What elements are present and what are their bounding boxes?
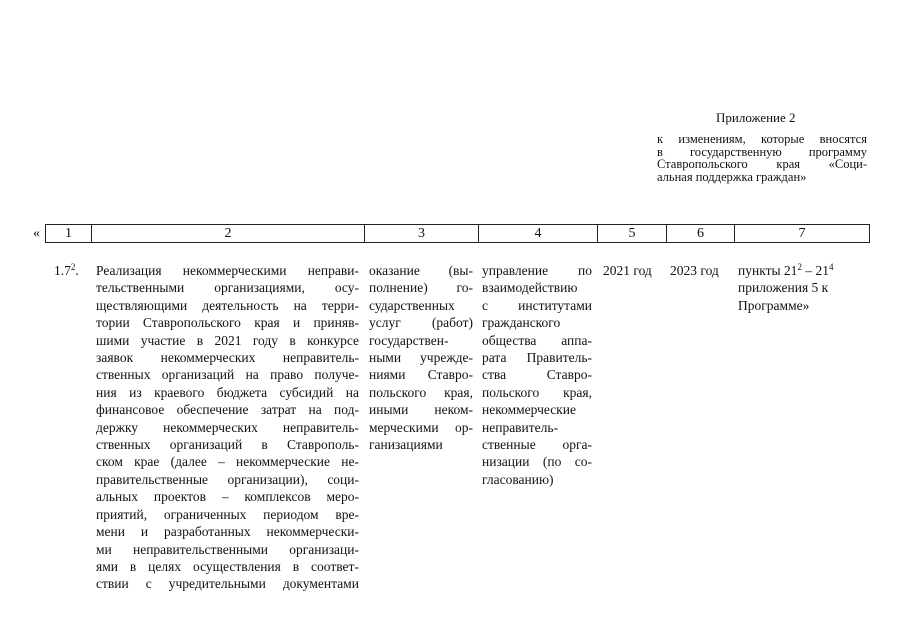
indicator-link xyxy=(738,262,863,314)
text-line xyxy=(482,262,592,279)
text-line: государствен- xyxy=(369,332,449,348)
opening-quote: « xyxy=(33,226,40,241)
text-line xyxy=(96,384,359,401)
word: в xyxy=(657,144,663,159)
word: не- xyxy=(341,454,359,470)
word: ор- xyxy=(455,419,473,435)
word: ственных xyxy=(96,367,151,383)
text-line xyxy=(96,349,359,366)
word: Ставропольского xyxy=(142,315,241,331)
text-line: сударственных xyxy=(369,297,455,313)
word: бюджета xyxy=(216,384,268,400)
text-line xyxy=(482,436,592,453)
column-number-7: 7 xyxy=(735,225,870,243)
column-number-3: 3 xyxy=(365,225,479,243)
column-number-5: 5 xyxy=(598,225,667,243)
activity-type xyxy=(369,262,473,453)
end-year: 2023 год xyxy=(670,263,719,278)
word: неправитель- xyxy=(282,419,359,435)
text-line xyxy=(96,558,359,575)
word: польского xyxy=(369,384,427,400)
row-number: $1.7^2$. xyxy=(54,262,79,278)
word: неправи- xyxy=(307,263,359,278)
text-line xyxy=(96,523,359,540)
word: в xyxy=(292,558,300,574)
text-line xyxy=(369,314,473,331)
indicator-link-line: приложения 5 к xyxy=(738,280,829,296)
word: на xyxy=(345,384,359,400)
word: разработанных xyxy=(164,524,251,540)
word: неправительственными xyxy=(132,541,269,557)
word: в xyxy=(196,332,204,348)
word: со- xyxy=(574,454,592,470)
word: ния xyxy=(96,384,117,400)
text-line xyxy=(96,401,359,418)
word: края, xyxy=(563,384,592,400)
word: на xyxy=(245,367,259,383)
word: ограниченных xyxy=(163,506,247,522)
word: некоммерческих xyxy=(163,419,258,435)
word: крае xyxy=(134,454,160,470)
word: ском xyxy=(96,454,123,470)
word: рата xyxy=(482,350,507,366)
indicator-link-line: пункты $21^2 - 21^4$ xyxy=(738,262,834,278)
activity-description xyxy=(96,262,359,593)
word: мерческими xyxy=(369,419,439,435)
text-line xyxy=(96,262,359,279)
word: Ставро- xyxy=(427,367,473,383)
text-line xyxy=(482,366,592,383)
text-line: неправитель- xyxy=(482,419,559,435)
word: изменениям, xyxy=(678,132,746,146)
word: программу xyxy=(808,144,867,159)
column-number-1: 1 xyxy=(46,225,92,243)
word: Ставропольского xyxy=(657,157,748,171)
text-line: взаимодействию xyxy=(482,280,578,296)
word: го- xyxy=(456,280,473,296)
text-line xyxy=(96,279,359,296)
text-line: гласованию) xyxy=(482,471,554,487)
word: краевого xyxy=(154,384,205,400)
word: осу- xyxy=(334,280,359,296)
text-line xyxy=(369,401,473,418)
word: в xyxy=(261,437,268,453)
word: приятий, xyxy=(96,506,148,522)
text-line xyxy=(369,349,473,366)
text-line xyxy=(369,262,473,279)
word: учрежде- xyxy=(420,350,473,366)
word: году xyxy=(252,332,279,348)
word: организациями, xyxy=(214,280,305,296)
text-line xyxy=(96,366,359,383)
word: Правитель- xyxy=(526,350,592,366)
word: шими xyxy=(96,332,130,348)
responsible-executor xyxy=(482,262,592,488)
word: затрат xyxy=(260,402,297,418)
word: документами xyxy=(282,576,359,592)
word: Ставро- xyxy=(546,367,592,383)
word: Ставрополь- xyxy=(287,437,359,453)
word: альных xyxy=(96,489,139,505)
word: ствии xyxy=(96,576,129,592)
word: целях xyxy=(148,558,182,574)
text-line: некоммерческие xyxy=(482,402,576,418)
word: организаци- xyxy=(289,541,359,557)
word: с xyxy=(482,297,488,313)
text-line xyxy=(482,297,592,314)
word: с xyxy=(145,576,152,592)
word: ми xyxy=(96,541,112,557)
word: 2021 xyxy=(214,332,242,348)
word: неком- xyxy=(434,402,473,418)
word: тории xyxy=(96,315,130,331)
word: оказание xyxy=(369,263,420,278)
appendix-note xyxy=(657,133,867,183)
word: ями xyxy=(96,558,118,574)
text-line xyxy=(96,506,359,523)
word: полнение) xyxy=(369,280,428,296)
text-line xyxy=(369,279,473,296)
word: правительственные xyxy=(96,471,209,487)
word: конкурсе xyxy=(307,332,359,348)
word: в xyxy=(129,558,137,574)
word: (работ) xyxy=(431,315,473,331)
word: – xyxy=(218,454,225,470)
word: держку xyxy=(96,419,139,435)
text-line xyxy=(96,471,359,488)
word: иными xyxy=(369,402,409,418)
text-line xyxy=(96,488,359,505)
column-number-header xyxy=(45,224,870,243)
start-year: 2021 год xyxy=(603,263,652,278)
word: учредительными xyxy=(168,576,266,592)
text-line xyxy=(369,384,473,401)
word: приняв- xyxy=(313,315,359,331)
text-line xyxy=(96,453,359,470)
word: – xyxy=(221,489,229,505)
word: из xyxy=(129,384,142,400)
text-line xyxy=(96,436,359,453)
word: на xyxy=(293,297,307,313)
text-line xyxy=(96,419,359,436)
word: соци- xyxy=(327,471,359,487)
word: обеспечение xyxy=(176,402,249,418)
word: некоммерческими xyxy=(182,263,287,278)
word: институтами xyxy=(518,297,592,313)
word: меро- xyxy=(326,489,359,505)
word: края xyxy=(254,315,280,331)
column-number-6: 6 xyxy=(667,225,735,243)
word: некоммерчески- xyxy=(266,524,359,540)
word: некоммерческие xyxy=(236,454,330,470)
text-line xyxy=(96,541,359,558)
word: организаций xyxy=(169,437,243,453)
word: организаций xyxy=(161,367,235,383)
word: на xyxy=(308,402,322,418)
column-number-2: 2 xyxy=(92,225,365,243)
word: ственных xyxy=(96,437,151,453)
word: ниями xyxy=(369,367,406,383)
text-line xyxy=(96,332,359,349)
word: право xyxy=(270,367,304,383)
word: ществляющими xyxy=(96,297,188,313)
column-number-4: 4 xyxy=(479,225,598,243)
word: и xyxy=(292,315,301,331)
word: тельственными xyxy=(96,280,185,296)
text-line: ганизациями xyxy=(369,437,443,453)
text-line xyxy=(482,384,592,401)
word: государственную xyxy=(689,144,782,159)
word: общества xyxy=(482,332,537,348)
appendix-title: Приложение 2 xyxy=(716,110,796,125)
text-line xyxy=(482,332,592,349)
word: орга- xyxy=(562,437,592,453)
text-line xyxy=(96,297,359,314)
appendix-note-line xyxy=(657,158,867,171)
word: вносятся xyxy=(819,132,867,146)
word: (по xyxy=(542,454,562,470)
word: которые xyxy=(761,132,805,146)
word: некоммерческих xyxy=(160,350,256,366)
word: (вы- xyxy=(448,263,473,278)
word: осуществления xyxy=(193,558,281,574)
word: терри- xyxy=(321,297,359,313)
text-line xyxy=(369,366,473,383)
word: субсидий xyxy=(279,384,334,400)
word: периодом xyxy=(263,506,319,522)
word: заявок xyxy=(96,350,134,366)
word: под- xyxy=(334,402,359,418)
indicator-link-line: Программе» xyxy=(738,297,810,313)
text-line xyxy=(482,453,592,470)
text-line xyxy=(96,575,359,592)
word: неправитель- xyxy=(282,350,359,366)
word: низации xyxy=(482,454,530,470)
word: и xyxy=(140,524,149,540)
word: края, xyxy=(444,384,473,400)
word: деятельность xyxy=(202,297,279,313)
word: (далее xyxy=(170,454,207,470)
word: ственные xyxy=(482,437,536,453)
word: финансовое xyxy=(96,402,165,418)
word: комплексов xyxy=(244,489,311,505)
text-line xyxy=(96,314,359,331)
word: вре- xyxy=(335,506,359,522)
word: мени xyxy=(96,524,125,540)
word: края xyxy=(776,157,800,171)
word: услуг xyxy=(369,315,401,331)
word: организации), xyxy=(227,471,308,487)
text-line xyxy=(482,349,592,366)
word: получе- xyxy=(314,367,359,383)
text-line xyxy=(369,419,473,436)
word: «Соци- xyxy=(828,157,867,171)
word: Реализация xyxy=(96,263,162,278)
word: управление xyxy=(482,263,549,278)
text-line: гражданского xyxy=(482,315,561,331)
word: в xyxy=(289,332,296,348)
appendix-note-line: альная поддержка граждан» xyxy=(657,169,807,184)
word: участие xyxy=(140,332,186,348)
word: к xyxy=(657,132,664,146)
word: соответ- xyxy=(311,558,359,574)
appendix-note-line xyxy=(657,133,867,146)
word: ными xyxy=(369,350,402,366)
word: ства xyxy=(482,367,507,383)
word: аппа- xyxy=(561,332,592,348)
word: проектов xyxy=(153,489,206,505)
word: по xyxy=(578,263,592,278)
word: польского xyxy=(482,384,540,400)
